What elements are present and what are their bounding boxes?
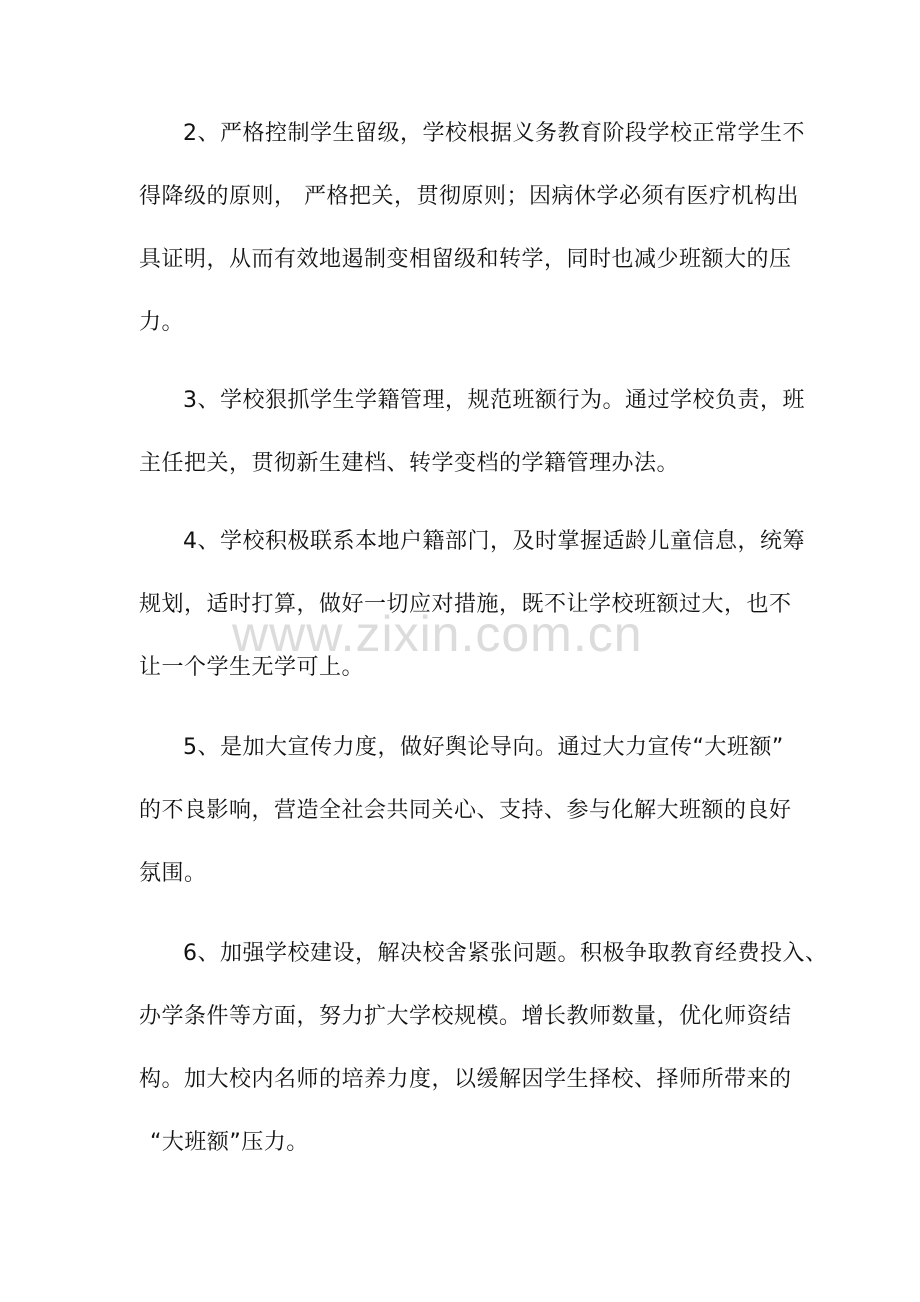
paragraph-4-line-1: 4、学校积极联系本地户籍部门，及时掌握适龄儿童信息，统筹 [183,529,805,554]
paragraph-2-line-2: 得降级的原则， 严格把关，贯彻原则；因病休学必须有医疗机构出 [139,184,799,209]
paragraph-5-line-2: 的不良影响，营造全社会共同关心、支持、参与化解大班额的良好 [139,798,792,823]
watermark: www.zixin.com.cn [232,606,643,662]
paragraph-2-line-4: 力。 [139,310,185,335]
paragraph-2-line-3: 具证明，从而有效地遏制变相留级和转学，同时也减少班额大的压 [139,247,792,272]
paragraph-6-line-1: 6、加强学校建设，解决校舍紧张问题。积极争取教育经费投入、 [183,941,828,966]
paragraph-4-line-2: 规划，适时打算，做好一切应对措施，既不让学校班额过大，也不 [139,592,792,617]
paragraph-3-line-1: 3、学校狠抓学生学籍管理，规范班额行为。通过学校负责，班 [183,388,805,413]
paragraph-6-line-3: 构。加大校内名师的培养力度，以缓解因学生择校、择师所带来的 [139,1067,792,1092]
paragraph-3-line-2: 主任把关，贯彻新生建档、转学变档的学籍管理办法。 [139,451,680,476]
paragraph-6-line-2: 办学条件等方面，努力扩大学校规模。增长教师数量，优化师资结 [139,1004,792,1029]
paragraph-2-line-1: 2、严格控制学生留级，学校根据义务教育阶段学校正常学生不 [183,121,805,146]
paragraph-4-line-3: 让一个学生无学可上。 [139,655,365,680]
paragraph-5-line-3: 氛围。 [139,861,207,886]
paragraph-5-line-1: 5、是加大宣传力度，做好舆论导向。通过大力宣传“大班额” [183,735,784,760]
paragraph-6-line-4: “大班额”压力。 [150,1130,309,1155]
